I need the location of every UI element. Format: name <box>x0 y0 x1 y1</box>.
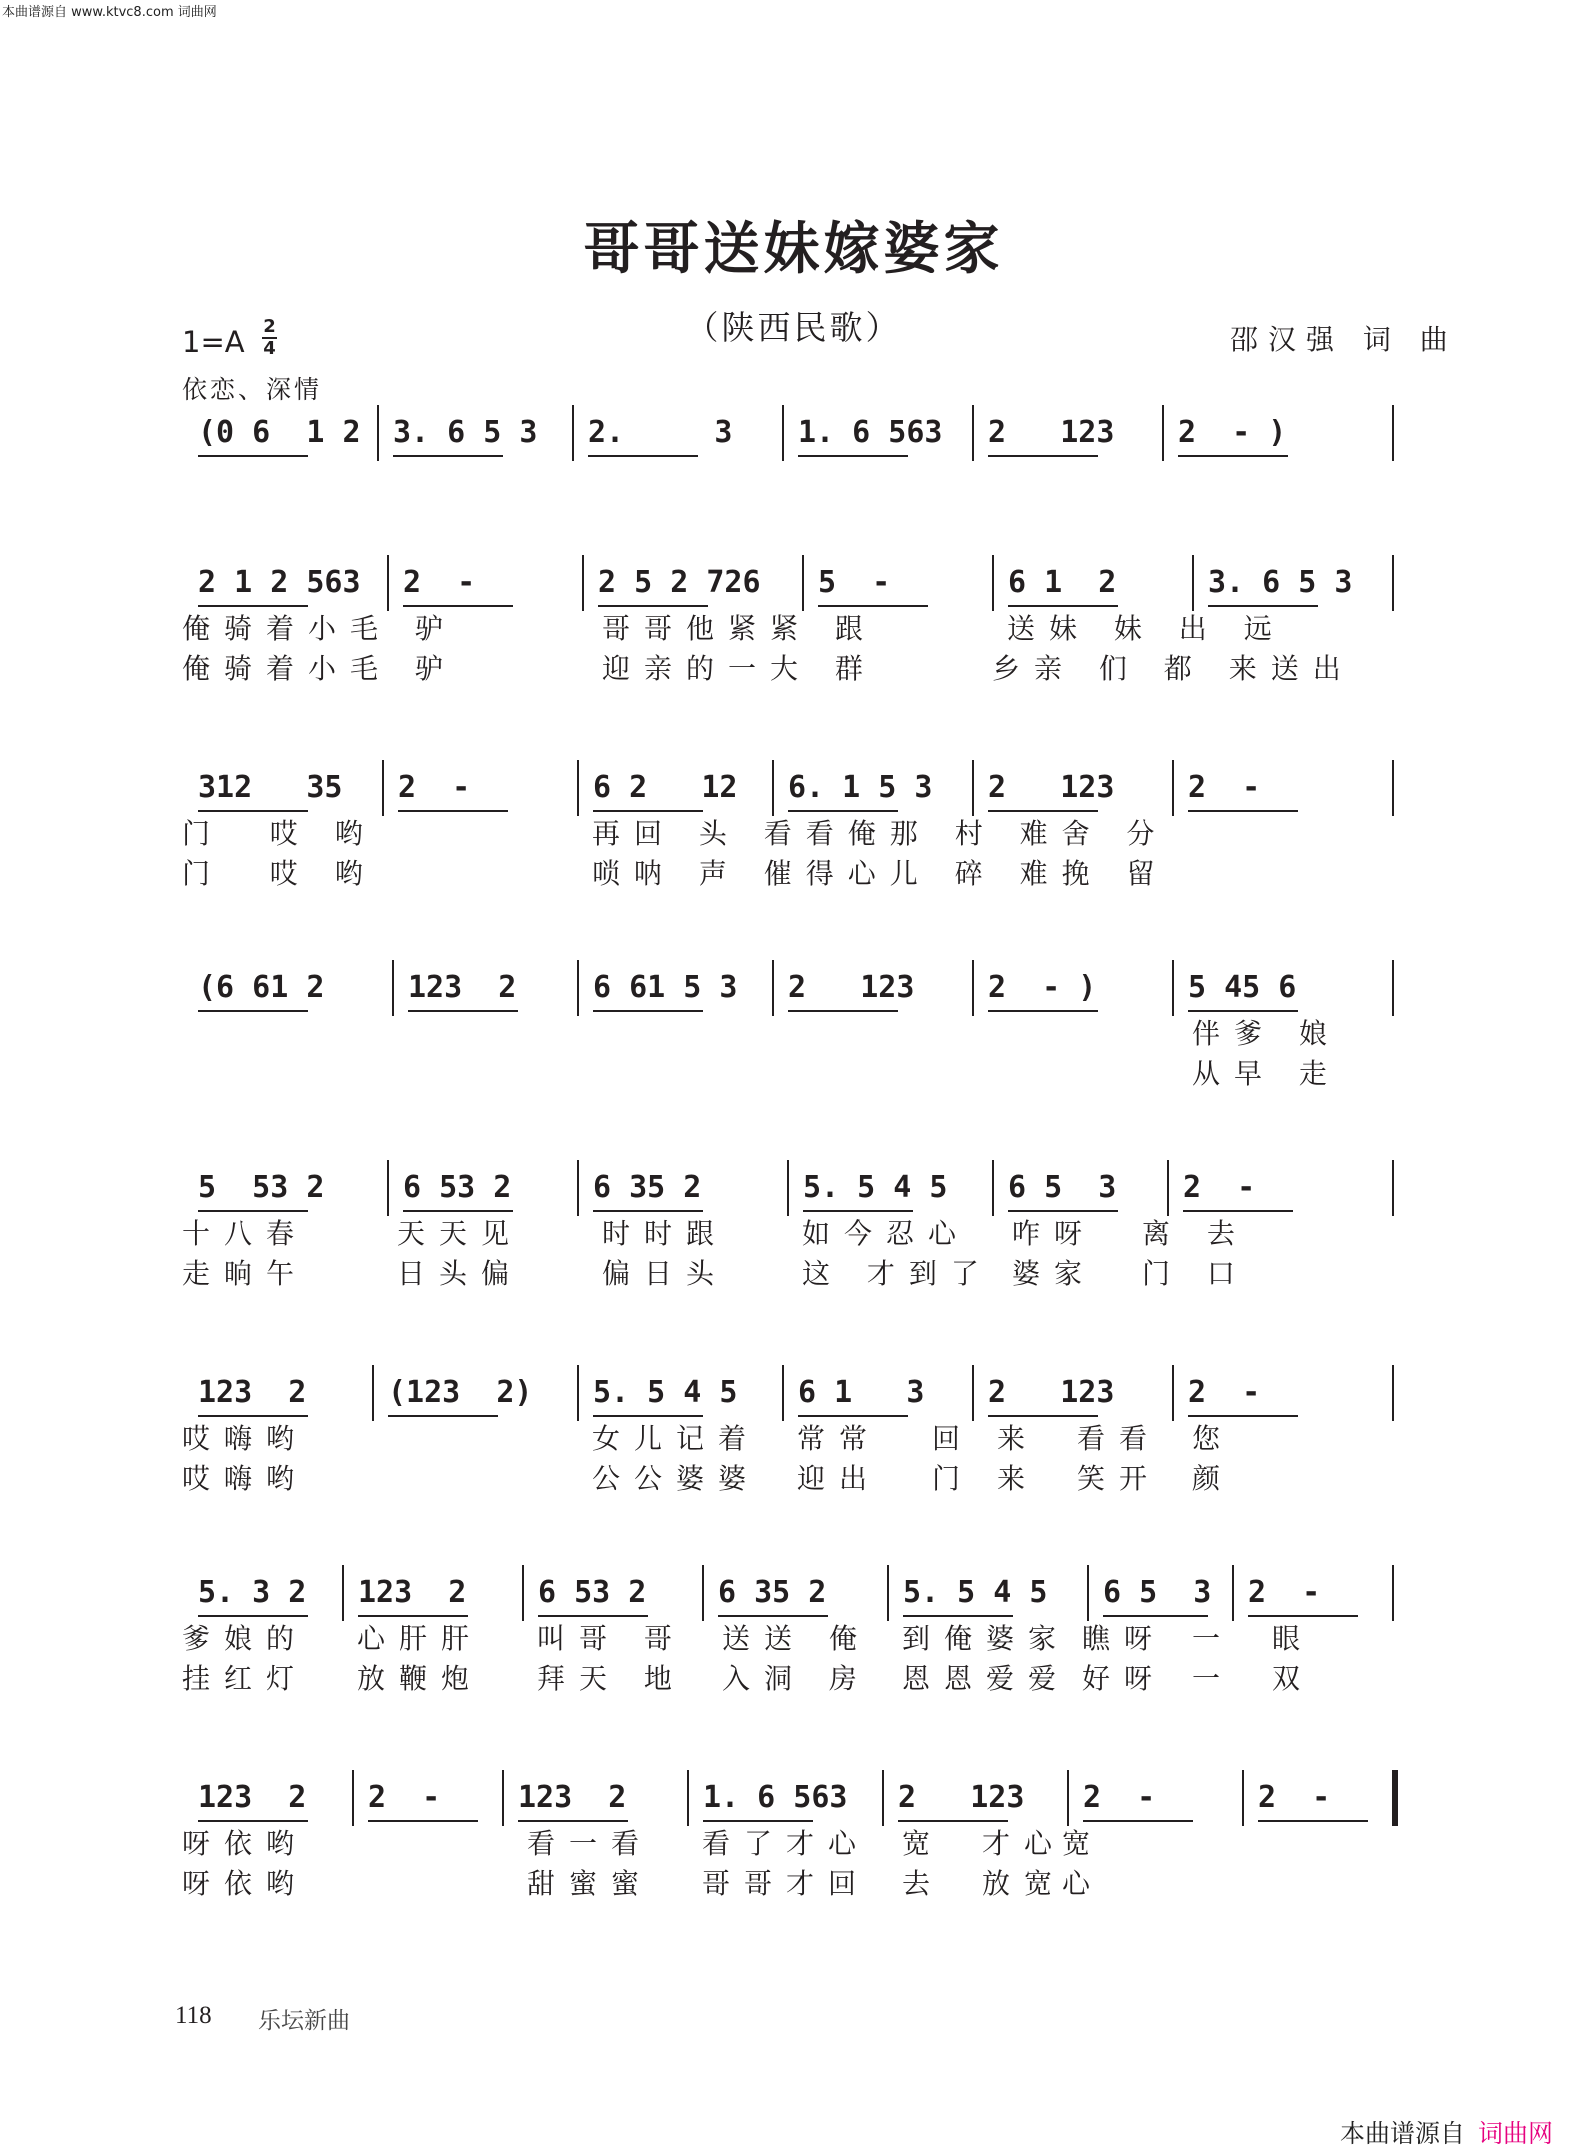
lyric-segment: 呀依哟 <box>182 1827 309 1860</box>
lyric-segment: 常常 <box>797 1422 882 1455</box>
measure-notes: 6 2 12 <box>593 770 738 805</box>
measure-notes: 6 1 2 <box>1008 565 1117 600</box>
lyric-segment: 瞧呀 <box>1082 1622 1167 1655</box>
lyric-segment: 迎出 <box>797 1462 882 1495</box>
beam-underline <box>393 455 503 457</box>
lyric-segment: 送送 俺 <box>722 1622 871 1655</box>
beam-underline <box>588 455 698 457</box>
measure-notes: 123 2 <box>198 1780 307 1815</box>
measure-notes: 6 53 2 <box>538 1575 647 1610</box>
barline <box>972 1365 974 1421</box>
measure-notes: 6 5 3 <box>1103 1575 1212 1610</box>
measure-notes: 5 53 2 <box>198 1170 325 1205</box>
measure-notes: (123 2) <box>388 1375 533 1410</box>
measure-notes: 5. 5 4 5 <box>803 1170 948 1205</box>
lyric-segment: 咋呀 <box>1012 1217 1097 1250</box>
measure-notes: 2 123 <box>988 415 1115 450</box>
measure-notes: 2 - <box>1083 1780 1156 1815</box>
barline <box>577 1365 579 1421</box>
page-number: 118 <box>175 2002 212 2029</box>
lyric-segment: 来 <box>997 1462 1040 1495</box>
final-barline <box>1392 1770 1398 1826</box>
barline <box>882 1770 884 1826</box>
barline <box>1087 1565 1089 1621</box>
beam-underline <box>988 1010 1098 1012</box>
barline <box>992 555 994 611</box>
beam-underline <box>398 810 508 812</box>
barline <box>522 1565 524 1621</box>
measure-notes: 2 - <box>1188 1375 1261 1410</box>
score-system <box>182 405 1394 467</box>
barline <box>377 405 379 461</box>
measure-notes: 1. 6 563 <box>798 415 943 450</box>
measure-notes: 2 - <box>1248 1575 1321 1610</box>
lyric-segment: 放鞭炮 <box>357 1662 484 1695</box>
composer-credit: 邵汉强 词 曲 <box>1230 323 1458 356</box>
barline <box>772 960 774 1016</box>
lyric-segment: 宽 <box>902 1827 945 1860</box>
lyric-segment: 双 <box>1272 1662 1315 1695</box>
measure-notes: 2 - <box>403 565 476 600</box>
measure-notes: 2 - <box>1183 1170 1256 1205</box>
barline <box>1392 760 1394 816</box>
lyric-segment: 迎亲的一大 群 <box>602 652 877 685</box>
barline <box>1192 555 1194 611</box>
lyric-segment: 回 <box>932 1422 975 1455</box>
lyric-segment: 俺骑着小毛 驴 <box>182 612 457 645</box>
barline <box>1392 960 1394 1016</box>
measure-notes: 2 - ) <box>1178 415 1287 450</box>
barline <box>382 760 384 816</box>
lyric-segment: 心肝肝 <box>357 1622 484 1655</box>
barline <box>582 555 584 611</box>
barline <box>352 1770 354 1826</box>
lyric-segment: 心 <box>1062 1867 1105 1900</box>
beam-underline <box>788 1010 898 1012</box>
measure-notes: 3. 6 5 3 <box>393 415 538 450</box>
measure-notes: (6 61 2 <box>198 970 325 1005</box>
barline <box>1392 555 1394 611</box>
lyric-segment: 您 <box>1192 1422 1235 1455</box>
measure-notes: 2 - <box>1258 1780 1331 1815</box>
lyric-segment: 俺骑着小毛 驴 <box>182 652 457 685</box>
lyric-segment: 入洞 房 <box>722 1662 871 1695</box>
measure-notes: 2 - <box>398 770 471 805</box>
song-title: 哥哥送妹嫁婆家 <box>583 216 1004 282</box>
measure-notes: 2 1 2 563 <box>198 565 361 600</box>
lyric-segment: 时时跟 <box>602 1217 729 1250</box>
barline <box>972 760 974 816</box>
lyric-segment: 叫哥 哥 <box>537 1622 686 1655</box>
measure-notes: 123 2 <box>518 1780 627 1815</box>
barline <box>387 1160 389 1216</box>
lyric-segment: 甜蜜蜜 <box>527 1867 654 1900</box>
measure-notes: 2 - <box>368 1780 441 1815</box>
lyric-segment: 颜 <box>1192 1462 1235 1495</box>
time-bottom: 4 <box>263 338 276 359</box>
barline <box>887 1565 889 1621</box>
measure-notes: 6 35 2 <box>718 1575 827 1610</box>
barline <box>702 1565 704 1621</box>
barline <box>1392 1365 1394 1421</box>
barline <box>1392 1565 1394 1621</box>
barline <box>802 555 804 611</box>
measure-notes: 123 2 <box>198 1375 307 1410</box>
barline <box>972 405 974 461</box>
measure-notes: 2 - ) <box>988 970 1097 1005</box>
lyric-segment: 门 哎 哟 <box>182 817 377 850</box>
barline <box>687 1770 689 1826</box>
measure-notes: 6 5 3 <box>1008 1170 1117 1205</box>
lyric-segment: 伴爹 娘 <box>1192 1017 1341 1050</box>
measure-notes: 2 123 <box>988 1375 1115 1410</box>
measure-notes: 6 1 3 <box>798 1375 925 1410</box>
beam-underline <box>198 1010 308 1012</box>
magazine-name: 乐坛新曲 <box>258 2008 350 2034</box>
measure-notes: 3. 6 5 3 <box>1208 565 1353 600</box>
measure-notes: 6. 1 5 3 <box>788 770 933 805</box>
lyric-segment: 走晌午 <box>182 1257 309 1290</box>
measure-notes: 6 35 2 <box>593 1170 702 1205</box>
lyric-segment: 爹娘的 <box>182 1622 309 1655</box>
beam-underline <box>198 455 308 457</box>
lyric-segment: 挂红灯 <box>182 1662 309 1695</box>
lyric-segment: 哎嗨哟 <box>182 1422 309 1455</box>
beam-underline <box>1178 455 1288 457</box>
barline <box>1232 1565 1234 1621</box>
lyric-segment: 放宽 <box>982 1867 1067 1900</box>
barline <box>342 1565 344 1621</box>
beam-underline <box>988 455 1098 457</box>
lyric-segment: 送妹 妹 出 远 <box>1007 612 1286 645</box>
measure-notes: 1. 6 563 <box>703 1780 848 1815</box>
watermark-text: 本曲谱源自 <box>1340 2119 1466 2148</box>
lyric-segment: 离 去 <box>1142 1217 1249 1250</box>
lyric-segment: 恩恩爱爱 <box>902 1662 1071 1695</box>
lyric-segment: 如今忍心 <box>802 1217 971 1250</box>
barline <box>772 760 774 816</box>
lyric-segment: 看看 <box>1077 1422 1162 1455</box>
barline <box>782 1365 784 1421</box>
barline <box>782 405 784 461</box>
barline <box>392 960 394 1016</box>
lyric-segment: 十八春 <box>182 1217 309 1250</box>
measure-notes: 123 2 <box>358 1575 467 1610</box>
lyric-segment: 女儿记着 <box>592 1422 761 1455</box>
lyric-segment: 公公婆婆 <box>592 1462 761 1495</box>
barline <box>577 760 579 816</box>
lyric-segment: 宽 <box>1062 1827 1105 1860</box>
beam-underline <box>1258 1820 1368 1822</box>
measure-notes: 2 - <box>1188 770 1261 805</box>
lyric-segment: 哥哥才回 <box>702 1867 871 1900</box>
measure-notes: 2 123 <box>988 770 1115 805</box>
measure-notes: 5 - <box>818 565 891 600</box>
lyric-segment: 一 <box>1192 1662 1235 1695</box>
lyric-segment: 呀依哟 <box>182 1867 309 1900</box>
measure-notes: 6 61 5 3 <box>593 970 738 1005</box>
lyric-segment: 拜天 地 <box>537 1662 686 1695</box>
key-signature: 1=A <box>182 325 245 359</box>
top-credit: 本曲谱源自 www.ktvc8.com 词曲网 <box>2 5 217 20</box>
beam-underline <box>593 1010 703 1012</box>
lyric-segment: 才心 <box>982 1827 1067 1860</box>
lyric-segment: 再回 头 看看俺那 村 难舍 分 <box>592 817 1169 850</box>
lyric-segment: 从早 走 <box>1192 1057 1341 1090</box>
lyric-segment: 笑开 <box>1077 1462 1162 1495</box>
measure-notes: (0 6 1 2 <box>198 415 361 450</box>
lyric-segment: 好呀 <box>1082 1662 1167 1695</box>
barline <box>1172 960 1174 1016</box>
beam-underline <box>368 1820 478 1822</box>
time-top: 2 <box>263 316 276 337</box>
measure-notes: 123 2 <box>408 970 517 1005</box>
lyric-segment: 到俺婆家 <box>902 1622 1071 1655</box>
barline <box>787 1160 789 1216</box>
watermark-site: 词曲网 <box>1478 2119 1554 2148</box>
barline <box>1172 760 1174 816</box>
barline <box>1162 405 1164 461</box>
measure-notes: 5. 5 4 5 <box>903 1575 1048 1610</box>
lyric-segment: 一 <box>1192 1622 1235 1655</box>
lyric-segment: 婆家 <box>1012 1257 1097 1290</box>
barline <box>1167 1160 1169 1216</box>
measure-notes: 312 35 <box>198 770 343 805</box>
measure-notes: 2 123 <box>898 1780 1025 1815</box>
lyric-segment: 眼 <box>1272 1622 1315 1655</box>
barline <box>972 960 974 1016</box>
barline <box>992 1160 994 1216</box>
measure-notes: 6 53 2 <box>403 1170 512 1205</box>
barline <box>502 1770 504 1826</box>
barline <box>577 960 579 1016</box>
measure-notes: 2 5 2 726 <box>598 565 761 600</box>
barline <box>572 405 574 461</box>
lyric-segment: 门 口 <box>1142 1257 1249 1290</box>
lyric-segment: 门 哎 哟 <box>182 857 377 890</box>
beam-underline <box>388 1415 498 1417</box>
lyric-segment: 看一看 <box>527 1827 654 1860</box>
lyric-segment: 天天见 <box>397 1217 524 1250</box>
lyric-segment: 哥哥他紧紧 跟 <box>602 612 877 645</box>
measure-notes: 5. 3 2 <box>198 1575 307 1610</box>
lyric-segment: 去 <box>902 1867 945 1900</box>
barline <box>387 555 389 611</box>
measure-notes: 5. 5 4 5 <box>593 1375 738 1410</box>
measure-notes: 2 123 <box>788 970 915 1005</box>
song-subtitle: （陕西民歌） <box>685 308 902 347</box>
lyric-segment: 偏日头 <box>602 1257 729 1290</box>
lyric-segment: 唢呐 声 催得心儿 碎 难挽 留 <box>592 857 1169 890</box>
barline <box>1242 1770 1244 1826</box>
lyric-segment: 门 <box>932 1462 975 1495</box>
barline <box>577 1160 579 1216</box>
measure-notes: 5 45 6 <box>1188 970 1297 1005</box>
lyric-segment: 乡亲 们 都 来送出 <box>992 652 1355 685</box>
measure-notes: 2. 3 <box>588 415 733 450</box>
beam-underline <box>798 455 908 457</box>
tempo-marking: 依恋、深情 <box>182 375 323 404</box>
lyric-segment: 哎嗨哟 <box>182 1462 309 1495</box>
barline <box>1392 1160 1394 1216</box>
lyric-segment: 日头偏 <box>397 1257 524 1290</box>
barline <box>1067 1770 1069 1826</box>
lyric-segment: 看了才心 <box>702 1827 871 1860</box>
lyric-segment: 这 才到了 <box>802 1257 993 1290</box>
barline <box>1392 405 1394 461</box>
beam-underline <box>408 1010 518 1012</box>
time-signature <box>262 318 277 358</box>
lyric-segment: 来 <box>997 1422 1040 1455</box>
barline <box>1172 1365 1174 1421</box>
barline <box>372 1365 374 1421</box>
beam-underline <box>1188 810 1298 812</box>
